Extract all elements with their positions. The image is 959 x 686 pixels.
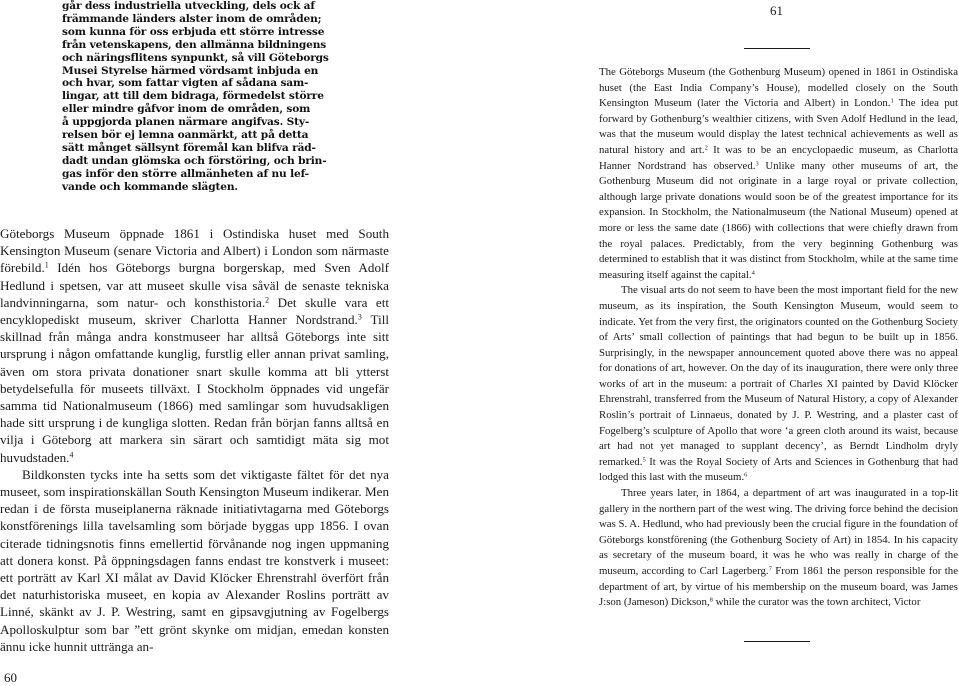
left-paragraph-2: Bildkonsten tycks inte ha setts som det viktigaste fältet för det nya museet, som inspirationskällan South Kensington Museum indikerar. Men redan i de första museiplanerna räknade initiativtagarna med Göteborgs konstförenings lilla tavelsamling som började byggas upp 1856. I ovan citerade tidningsnotis finns emellertid förvånande nog ingen uppmaning att donera konst. På öppningsdagen fanns endast tre konstverk i museet: ett porträtt av Karl XI målat av David Klöcker Ehrenstrahl överfört från det naturhistoriska museet, en kopia av Alexander Roslins porträtt av Linné, skänkt av J. P. Westring, samt en gipsavgjutning av Fogelbergs Apolloskulptur som bar ”ett grönt skynke om midjan, emedan konsten ännu icke hunnit uttränga an- — [0, 466, 389, 654]
clipping-line: relsen bör ej lemna oanmärkt, att på detta — [62, 129, 309, 142]
text-run: From 1861 the person responsible for the department of art, by virtue of his membership on the museum board, was James J:son (Jameson) Dickson, — [599, 565, 958, 609]
clipping-line: lingar, att till dem bidraga, förmedelst större — [62, 90, 324, 103]
text-run: The visual arts do not seem to have been the most important field for the new museum, as its inspiration, the South Kensington Museum, would seem to indicate. Yet from the very first, the originators counted on the Gothenburg Society of Arts’ small collection of paintings that had begun to be built up in 1856. Surprisingly, in the newspaper announcement quoted above there was no appeal for donations of art, however. On the day of its inauguration, there were only three works of art in the museum: a portrait of Charles XI painted by David Klöcker Ehrenstrahl, transferred from the Museum of Natural History, a copy of Alexander Roslin’s portrait of Linnaeus, donated by J. P. Westring, and a plaster cast of Fogelberg’s sculpture of Apollo that wore ‘a green cloth around its waist, because art had not yet managed to supplant decency’, as Berndt Lindholm dryly remarked. — [599, 284, 958, 468]
text-run: It was the Royal Society of Arts and Sciences in Gothenburg that had lodged this last with the museum. — [599, 455, 958, 484]
footnote-ref: 3 — [755, 160, 759, 167]
text-run: while the curator was the town architect, Victor — [712, 596, 921, 609]
text-run: The Göteborgs Museum (the Gothenburg Museum) opened in 1861 in Ostindiska huset (the East India Company’s House), modelled closely on the South Kensington Museum (later the Victoria and Albert) in London. — [599, 66, 958, 110]
clipping-line: och näringsflitens synpunkt, så vill Göteborgs — [62, 51, 329, 64]
right-paragraph-3 — [599, 486, 958, 611]
left-paragraph-1 — [0, 225, 389, 466]
clipping-line: främmande länders alster inom de områden; — [62, 12, 322, 25]
divider-rule — [744, 641, 810, 642]
page-number: 61 — [770, 3, 783, 18]
footnote-ref: 3 — [357, 312, 362, 322]
left-body-text — [0, 225, 389, 655]
clipping-line: dadt undan glömska och förstöring, och brin- — [62, 154, 327, 167]
clipping-line: eller mindre gåfvor inom de områden, som — [62, 103, 311, 116]
footnote-ref: 7 — [768, 565, 772, 573]
text-run: The idea put forward by Gothenburg’s wealthier citizens, with Sven Adolf Hedlund in the lead, was that the museum would display the latest technical achievements as well as natural history and art. — [599, 97, 959, 156]
text-run: Unlike many other museums of art, the Gothenburg Museum did not originate in a large royal or private collection, although large private donations would soon be of the greatest importance for its expansion. In Stockholm, the Nationalmuseum (the National Museum) opened at more or less the same date (1866) with collections that were chiefly drawn from the royal palaces. Predictably, from the very beginning Gothenburg was determined to establish that it was distinct from Stockholm, while at the same time measuring itself against the capital. — [599, 159, 958, 281]
clipping-line: Musei Styrelse härmed vördsamt inbjuda en — [62, 64, 319, 77]
footnote-ref: 4 — [751, 269, 755, 277]
newspaper-clipping — [62, 0, 334, 194]
text-run: Idén hos Göteborgs burgna borgerskap, med Sven Adolf Hedlund i spetsen, var att museet skulle visa såväl de senaste tekniska landvinningarna, som natur- och konsthistoria. — [0, 260, 389, 310]
left-page — [0, 0, 480, 685]
right-body-text — [599, 65, 958, 611]
clipping-line: å uppgjorda planen närmare angifvas. Sty- — [62, 116, 310, 129]
text-run: Göteborgs Museum öppnade 1861 i Ostindiska huset med South Kensington Museum (senare Victoria and Albert) i London som närmaste förebild. — [0, 226, 389, 276]
text-run: It was to be an encyclopaedic museum, as Charlotta Hanner Nordstrand has observed. — [599, 143, 958, 172]
footnote-ref: 8 — [709, 596, 713, 604]
footnote-ref: 2 — [704, 144, 708, 152]
footnote-ref: 5 — [642, 456, 646, 464]
clipping-line: som kunna för oss erbjuda ett större intresse — [62, 25, 325, 38]
text-run: Det skulle vara ett encyklopediskt museum, skriver Charlotta Hanner Nordstrand. — [0, 294, 389, 328]
text-run: Three years later, in 1864, a department of art was inaugurated in a top-lit gallery in the northern part of the west wing. The driving force behind the decision was S. A. Hedlund, who had previously been the crucial figure in the foundation of Göteborgs konstförening (the Gothenburg Society of Art) in 1854. In his capacity as secretary of the museum board, it was he who was really in charge of the museum, according to Carl Lagerberg. — [599, 487, 958, 577]
footnote-ref: 6 — [744, 471, 748, 479]
right-paragraph-2 — [599, 283, 958, 486]
page-number: 60 — [4, 670, 17, 685]
text-run: Till skillnad från många andra konstmuseer har alltså Göteborgs inte sitt ursprung i någon omfattande kunglig, furstlig eller annan privat samling, även om stora privata donationer snart skulle komma att bli ytterst betydelsefulla för museets tillväxt. I Stockholm öppnades vid ungefär samma tid Nationalmuseum (1866) med samlingar som huvudsakligen hade sitt ursprung i de kungliga slotten. Redan från början fanns alltså en vilja i Göteborg att markera sin särart och samtidigt mäta sig mot huvudstaden. — [0, 312, 389, 465]
divider-rule — [744, 48, 810, 49]
clipping-line: vande och kommande slägten. — [62, 180, 238, 193]
clipping-line: från vetenskapens, den allmänna bildningens — [62, 38, 327, 51]
footnote-ref: 4 — [69, 450, 74, 460]
footnote-ref: 2 — [265, 295, 270, 305]
footnote-ref: 1 — [890, 97, 894, 105]
clipping-line: går dess industriella utveckling, dels ock af — [62, 0, 315, 12]
clipping-line: och hvar, som fattar vigten af sådana sam- — [62, 77, 309, 90]
clipping-line: gas inför den större allmänheten af nu lef- — [62, 167, 309, 180]
right-paragraph-1 — [599, 65, 958, 283]
right-page — [480, 0, 959, 685]
footnote-ref: 1 — [44, 261, 49, 271]
clipping-line: sätt månget sällsynt föremål kan blifva räd- — [62, 141, 316, 154]
